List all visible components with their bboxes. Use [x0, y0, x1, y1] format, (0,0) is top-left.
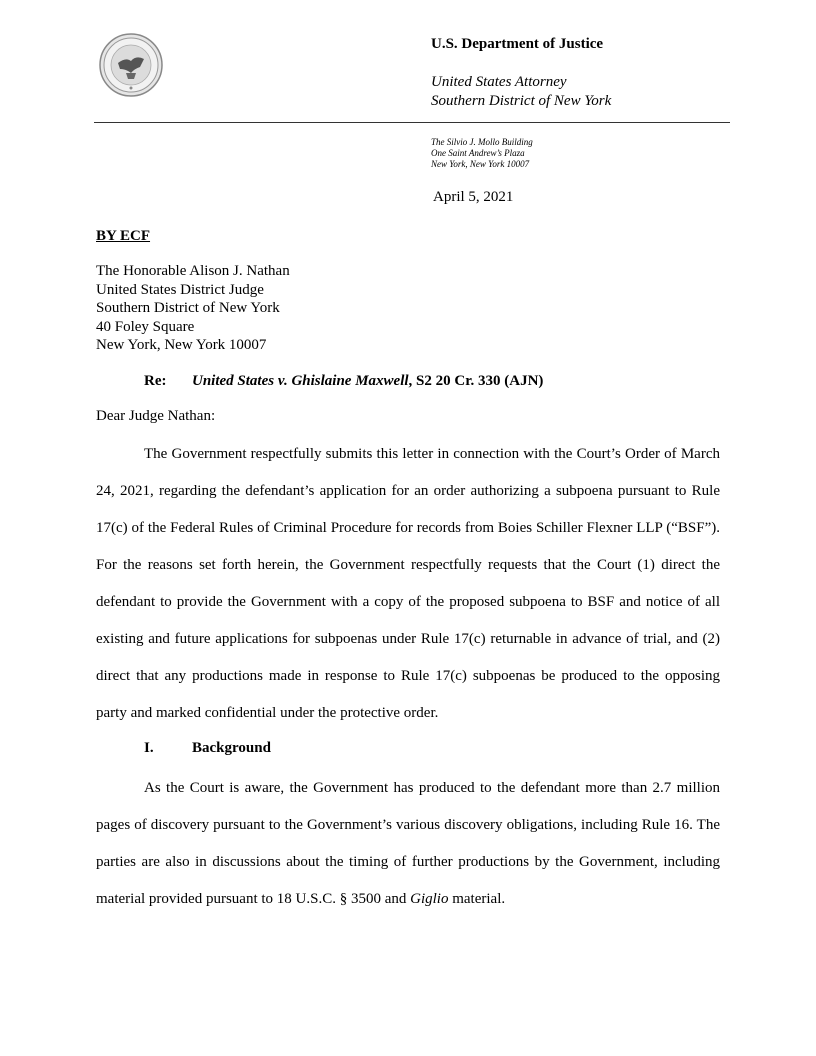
addressee-line-4: 40 Foley Square: [96, 318, 195, 335]
re-label: Re:: [144, 373, 167, 389]
delivery-method: BY ECF: [96, 228, 151, 244]
letter-date: April 5, 2021: [433, 189, 514, 205]
addressee-block: [96, 262, 290, 355]
case-name: United States v. Ghislaine Maxwell: [192, 373, 409, 389]
addressee-line-3: Southern District of New York: [96, 300, 280, 316]
paragraph-intro: The Government respectfully submits this letter in connection with the Court’s Order of March 24, 2021, regarding the defendant’s application for an order authorizing a subpoena pursuant to Rule 17(c) of the Federal Rules of Criminal Procedure for records from Boies Schiller Flexner LLP (“BSF”). For the reasons set forth herein, the Government respectfully requests that the Court (1) direct the defendant to provide the Government with a copy of the proposed subpoena to BSF and notice of all existing and future applications for subpoenas under Rule 17(c) returnable in advance of trial, and (2) direct that any productions made in response to Rule 17(c) subpoenas be produced to the opposing party and marked confidential under the protective order.: [96, 446, 720, 721]
address-line-3: New York, New York 10007: [431, 159, 530, 169]
paragraph-background-text: As the Court is aware, the Government has produced to the defendant more than 2.7 million pages of discovery pursuant to the Government’s various discovery obligations, including Rule 16. The parties are also in discussions about the timing of further productions by the Government, including material provided pursuant to 18 U.S.C. § 3500 and: [96, 780, 720, 907]
addressee-line-5: New York, New York 10007: [96, 337, 267, 353]
section-heading: [144, 740, 271, 757]
address-line-2: One Saint Andrew’s Plaza: [431, 148, 525, 158]
office-line-1: United States Attorney: [431, 74, 567, 90]
paragraph-background: [96, 770, 720, 918]
section-title: Background: [192, 740, 271, 756]
addressee-line-2: United States District Judge: [96, 281, 264, 298]
giglio-italic: Giglio: [410, 891, 449, 907]
section-number: I.: [144, 740, 154, 756]
doj-seal-icon: [96, 33, 166, 97]
salutation: Dear Judge Nathan:: [96, 408, 216, 424]
paragraph-background-end: material.: [448, 891, 506, 907]
office-name: [431, 73, 611, 111]
case-number: , S2 20 Cr. 330 (AJN): [408, 373, 544, 389]
re-line: [144, 373, 543, 390]
agency-name: U.S. Department of Justice: [431, 36, 604, 52]
office-address: [431, 137, 533, 170]
letterhead-divider: [94, 122, 730, 123]
office-line-2: Southern District of New York: [431, 93, 612, 109]
addressee-line-1: The Honorable Alison J. Nathan: [96, 263, 290, 279]
address-line-1: The Silvio J. Mollo Building: [431, 137, 533, 147]
